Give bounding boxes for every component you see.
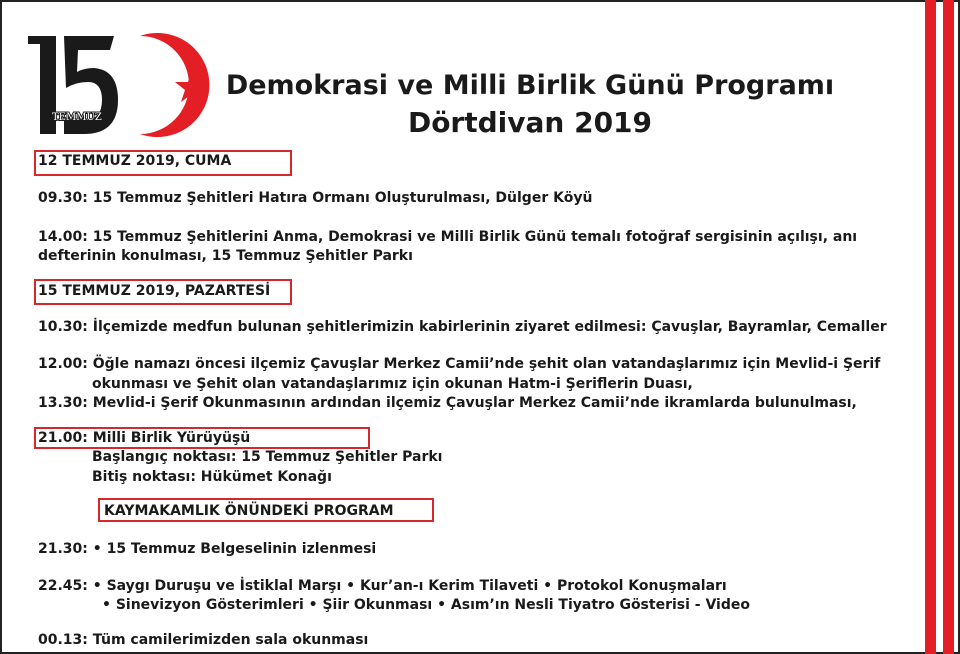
program-heading: KAYMAKAMLIK ÖNÜNDEKİ PROGRAM <box>104 503 394 519</box>
logo-label: TEMMUZ <box>52 112 102 123</box>
program-item: 00.13: Tüm camilerimizden sala okunması <box>38 632 369 648</box>
program-item: 21.30: • 15 Temmuz Belgeselinin izlenmesi <box>38 541 377 557</box>
15-temmuz-logo <box>22 30 212 144</box>
red-stripe-left <box>925 0 936 654</box>
red-stripe-right <box>943 0 954 654</box>
page-title: Demokrasi ve Milli Birlik Günü Programı <box>225 70 835 101</box>
march-end: Bitiş noktası: Hükümet Konağı <box>92 469 332 485</box>
page-subtitle: Dörtdivan 2019 <box>407 106 653 139</box>
day1-item: 14.00: 15 Temmuz Şehitlerini Anma, Demokrasi ve Milli Birlik Günü temalı fotoğraf sergisinin açılışı, anı <box>38 229 858 245</box>
day1-heading: 12 TEMMUZ 2019, CUMA <box>38 153 232 169</box>
day1-item: 09.30: 15 Temmuz Şehitleri Hatıra Ormanı Oluşturulması, Dülger Köyü <box>38 190 593 206</box>
program-item-continued: • Sinevizyon Gösterimleri • Şiir Okunması • Asım’ın Nesli Tiyatro Gösterisi - Video <box>102 597 750 613</box>
day1-item-continued: defterinin konulması, 15 Temmuz Şehitler Parkı <box>38 248 413 264</box>
day2-item-continued: okunması ve Şehit olan vatandaşlarımız için okunan Hatm-i Şeriflerin Duası, <box>92 376 693 392</box>
day2-item: 10.30: İlçemizde medfun bulunan şehitlerimizin kabirlerinin ziyaret edilmesi: Çavuşlar, Bayramlar, Cemaller <box>38 319 887 335</box>
day2-item: 13.30: Mevlid-i Şerif Okunmasının ardından ilçemiz Çavuşlar Merkez Camii’nde ikramlarda bulunulması, <box>38 395 857 411</box>
march-heading: 21.00: Milli Birlik Yürüyüşü <box>38 430 251 446</box>
program-item: 22.45: • Saygı Duruşu ve İstiklal Marşı • Kur’an-ı Kerim Tilaveti • Protokol Konuşmaları <box>38 578 727 594</box>
day2-item: 12.00: Öğle namazı öncesi ilçemiz Çavuşlar Merkez Camii’nde şehit olan vatandaşlarımız için Mevlid-i Şerif <box>38 356 881 372</box>
march-start: Başlangıç noktası: 15 Temmuz Şehitler Parkı <box>92 449 443 465</box>
day2-heading: 15 TEMMUZ 2019, PAZARTESİ <box>38 283 271 299</box>
